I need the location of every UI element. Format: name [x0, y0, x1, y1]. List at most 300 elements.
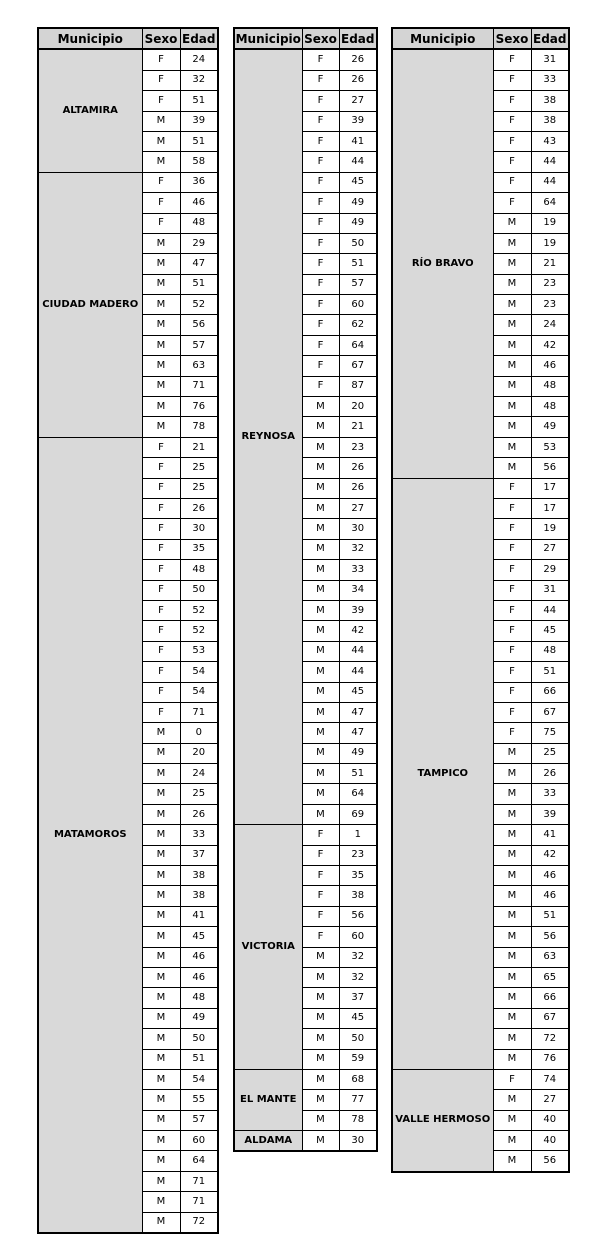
sexo-cell: M: [142, 1212, 180, 1233]
edad-cell: 27: [339, 91, 377, 111]
sexo-cell: M: [302, 600, 339, 620]
edad-cell: 54: [180, 1069, 218, 1089]
sexo-cell: M: [493, 376, 531, 396]
edad-cell: 38: [339, 886, 377, 906]
header-municipio: Municipio: [38, 28, 142, 49]
sexo-cell: F: [142, 621, 180, 641]
sexo-cell: M: [493, 233, 531, 253]
edad-cell: 38: [180, 886, 218, 906]
edad-cell: 31: [531, 580, 569, 600]
edad-cell: 51: [180, 131, 218, 151]
sexo-cell: F: [493, 641, 531, 661]
edad-cell: 51: [531, 662, 569, 682]
edad-cell: 30: [180, 519, 218, 539]
edad-cell: 71: [180, 702, 218, 722]
edad-cell: 35: [339, 866, 377, 886]
sexo-cell: M: [493, 804, 531, 824]
sexo-cell: F: [493, 91, 531, 111]
edad-cell: 44: [531, 172, 569, 192]
edad-cell: 68: [339, 1069, 377, 1089]
edad-cell: 48: [531, 376, 569, 396]
edad-cell: 45: [531, 621, 569, 641]
sexo-cell: M: [493, 417, 531, 437]
edad-cell: 17: [531, 478, 569, 498]
edad-cell: 49: [339, 193, 377, 213]
edad-cell: 23: [531, 274, 569, 294]
sexo-cell: M: [142, 1069, 180, 1089]
edad-cell: 23: [531, 295, 569, 315]
sexo-cell: M: [302, 967, 339, 987]
edad-cell: 67: [531, 1008, 569, 1028]
sexo-cell: M: [302, 621, 339, 641]
edad-cell: 39: [339, 111, 377, 131]
sexo-cell: M: [142, 988, 180, 1008]
edad-cell: 52: [180, 621, 218, 641]
sexo-cell: M: [493, 1110, 531, 1130]
sexo-cell: F: [142, 560, 180, 580]
edad-cell: 46: [531, 866, 569, 886]
sexo-cell: M: [493, 1049, 531, 1069]
sexo-cell: M: [493, 927, 531, 947]
edad-cell: 33: [531, 784, 569, 804]
edad-cell: 45: [180, 927, 218, 947]
sexo-cell: M: [493, 1131, 531, 1151]
municipio-el-mante: EL MANTE: [234, 1069, 302, 1130]
sexo-cell: M: [142, 825, 180, 845]
edad-cell: 44: [531, 600, 569, 620]
sexo-cell: M: [493, 274, 531, 294]
edad-cell: 64: [339, 784, 377, 804]
edad-cell: 45: [339, 682, 377, 702]
edad-cell: 47: [339, 723, 377, 743]
sexo-cell: F: [302, 70, 339, 90]
sexo-cell: M: [142, 1131, 180, 1151]
edad-cell: 21: [531, 254, 569, 274]
municipio-rio-bravo: RÍO BRAVO: [392, 49, 493, 478]
edad-cell: 56: [339, 906, 377, 926]
sexo-cell: M: [142, 233, 180, 253]
sexo-cell: M: [142, 254, 180, 274]
edad-cell: 46: [180, 967, 218, 987]
sexo-cell: M: [302, 784, 339, 804]
edad-cell: 30: [339, 519, 377, 539]
sexo-cell: F: [493, 600, 531, 620]
edad-cell: 44: [339, 152, 377, 172]
edad-cell: 50: [180, 580, 218, 600]
sexo-cell: F: [302, 335, 339, 355]
sexo-cell: F: [493, 723, 531, 743]
edad-cell: 17: [531, 498, 569, 518]
sexo-cell: F: [142, 519, 180, 539]
edad-cell: 23: [339, 845, 377, 865]
sexo-cell: F: [142, 458, 180, 478]
sexo-cell: F: [302, 111, 339, 131]
edad-cell: 27: [531, 539, 569, 559]
edad-cell: 77: [339, 1090, 377, 1110]
sexo-cell: M: [302, 417, 339, 437]
sexo-cell: M: [302, 458, 339, 478]
sexo-cell: M: [493, 764, 531, 784]
sexo-cell: F: [302, 49, 339, 70]
edad-cell: 51: [339, 764, 377, 784]
edad-cell: 51: [531, 906, 569, 926]
header-edad: Edad: [531, 28, 569, 49]
sexo-cell: M: [493, 437, 531, 457]
table-row: [392, 478, 569, 498]
edad-cell: 27: [339, 498, 377, 518]
sexo-cell: M: [142, 1151, 180, 1171]
municipio-aldama: ALDAMA: [234, 1131, 302, 1152]
edad-cell: 31: [531, 49, 569, 70]
sexo-cell: M: [142, 723, 180, 743]
header-sexo: Sexo: [142, 28, 180, 49]
sexo-cell: M: [142, 274, 180, 294]
sexo-cell: F: [493, 498, 531, 518]
sexo-cell: M: [142, 845, 180, 865]
sexo-cell: M: [142, 1090, 180, 1110]
edad-cell: 57: [339, 274, 377, 294]
table-row: [38, 437, 218, 457]
edad-cell: 0: [180, 723, 218, 743]
sexo-cell: F: [302, 213, 339, 233]
edad-cell: 56: [531, 927, 569, 947]
sexo-cell: M: [142, 784, 180, 804]
edad-cell: 51: [180, 91, 218, 111]
sexo-cell: M: [302, 682, 339, 702]
sexo-cell: M: [493, 295, 531, 315]
sexo-cell: M: [142, 967, 180, 987]
sexo-cell: M: [302, 743, 339, 763]
edad-cell: 23: [339, 437, 377, 457]
edad-cell: 41: [339, 131, 377, 151]
sexo-cell: M: [493, 1029, 531, 1049]
sexo-cell: M: [302, 1029, 339, 1049]
edad-cell: 55: [180, 1090, 218, 1110]
edad-cell: 20: [339, 397, 377, 417]
sexo-cell: F: [493, 682, 531, 702]
edad-cell: 45: [339, 172, 377, 192]
edad-cell: 60: [339, 295, 377, 315]
sexo-cell: M: [493, 1151, 531, 1172]
sexo-cell: F: [493, 152, 531, 172]
edad-cell: 76: [531, 1049, 569, 1069]
sexo-cell: F: [493, 193, 531, 213]
sexo-cell: F: [142, 437, 180, 457]
edad-cell: 29: [531, 560, 569, 580]
sexo-cell: F: [142, 641, 180, 661]
edad-cell: 49: [339, 213, 377, 233]
sexo-cell: F: [302, 906, 339, 926]
sexo-cell: F: [302, 927, 339, 947]
edad-cell: 51: [180, 1049, 218, 1069]
edad-cell: 60: [339, 927, 377, 947]
sexo-cell: M: [142, 152, 180, 172]
header-row: [234, 28, 377, 49]
edad-cell: 37: [339, 988, 377, 1008]
edad-cell: 26: [180, 498, 218, 518]
sexo-cell: F: [142, 70, 180, 90]
edad-cell: 26: [339, 458, 377, 478]
sexo-cell: M: [142, 131, 180, 151]
sexo-cell: M: [142, 743, 180, 763]
edad-cell: 74: [531, 1069, 569, 1089]
sexo-cell: M: [142, 1192, 180, 1212]
sexo-cell: F: [302, 295, 339, 315]
sexo-cell: M: [493, 458, 531, 478]
sexo-cell: M: [302, 1131, 339, 1152]
sexo-cell: M: [142, 927, 180, 947]
sexo-cell: M: [302, 539, 339, 559]
sexo-cell: F: [142, 498, 180, 518]
edad-cell: 30: [339, 1131, 377, 1152]
sexo-cell: F: [302, 233, 339, 253]
header-edad: Edad: [180, 28, 218, 49]
edad-cell: 48: [180, 213, 218, 233]
sexo-cell: M: [142, 804, 180, 824]
edad-cell: 66: [531, 988, 569, 1008]
municipio-reynosa: REYNOSA: [234, 49, 302, 824]
edad-cell: 49: [531, 417, 569, 437]
sexo-cell: F: [302, 254, 339, 274]
edad-cell: 67: [531, 702, 569, 722]
sexo-cell: M: [142, 866, 180, 886]
edad-cell: 64: [531, 193, 569, 213]
edad-cell: 53: [531, 437, 569, 457]
edad-cell: 19: [531, 519, 569, 539]
sexo-cell: M: [142, 376, 180, 396]
edad-cell: 78: [339, 1110, 377, 1130]
edad-cell: 56: [531, 1151, 569, 1172]
edad-cell: 63: [180, 356, 218, 376]
sexo-cell: M: [302, 1110, 339, 1130]
sexo-cell: F: [142, 662, 180, 682]
edad-cell: 19: [531, 213, 569, 233]
age-table-1: [37, 27, 219, 1234]
sexo-cell: F: [493, 560, 531, 580]
sexo-cell: M: [302, 947, 339, 967]
edad-cell: 26: [339, 70, 377, 90]
table-row: [392, 1069, 569, 1089]
sexo-cell: M: [493, 1008, 531, 1028]
age-table-3: [391, 27, 570, 1173]
sexo-cell: F: [142, 91, 180, 111]
sexo-cell: M: [142, 906, 180, 926]
header-edad: Edad: [339, 28, 377, 49]
sexo-cell: M: [302, 764, 339, 784]
edad-cell: 67: [339, 356, 377, 376]
edad-cell: 50: [339, 1029, 377, 1049]
edad-cell: 46: [180, 947, 218, 967]
edad-cell: 65: [531, 967, 569, 987]
sexo-cell: M: [493, 988, 531, 1008]
sexo-cell: M: [302, 437, 339, 457]
edad-cell: 57: [180, 1110, 218, 1130]
edad-cell: 26: [339, 49, 377, 70]
sexo-cell: M: [142, 417, 180, 437]
sexo-cell: M: [142, 1008, 180, 1028]
edad-cell: 54: [180, 662, 218, 682]
sexo-cell: M: [302, 641, 339, 661]
sexo-cell: F: [493, 1069, 531, 1089]
table-row: [234, 49, 377, 70]
header-sexo: Sexo: [493, 28, 531, 49]
edad-cell: 59: [339, 1049, 377, 1069]
sexo-cell: M: [302, 702, 339, 722]
edad-cell: 64: [180, 1151, 218, 1171]
municipio-tampico: TAMPICO: [392, 478, 493, 1069]
sexo-cell: M: [142, 886, 180, 906]
table-row: [38, 172, 218, 192]
sexo-cell: M: [493, 254, 531, 274]
header-row: [38, 28, 218, 49]
edad-cell: 39: [180, 111, 218, 131]
sexo-cell: F: [142, 580, 180, 600]
sexo-cell: M: [142, 764, 180, 784]
sexo-cell: F: [302, 845, 339, 865]
edad-cell: 48: [531, 641, 569, 661]
edad-cell: 48: [180, 988, 218, 1008]
sexo-cell: F: [493, 70, 531, 90]
edad-cell: 1: [339, 825, 377, 845]
sexo-cell: M: [493, 866, 531, 886]
edad-cell: 19: [531, 233, 569, 253]
sexo-cell: M: [302, 397, 339, 417]
edad-cell: 53: [180, 641, 218, 661]
sexo-cell: M: [302, 498, 339, 518]
sexo-cell: F: [142, 213, 180, 233]
edad-cell: 26: [339, 478, 377, 498]
age-table-2: [233, 27, 378, 1152]
table-row: [234, 1131, 377, 1152]
edad-cell: 39: [339, 600, 377, 620]
sexo-cell: F: [302, 91, 339, 111]
sexo-cell: F: [142, 478, 180, 498]
sexo-cell: F: [142, 682, 180, 702]
sexo-cell: F: [493, 111, 531, 131]
sexo-cell: M: [493, 967, 531, 987]
edad-cell: 60: [180, 1131, 218, 1151]
sexo-cell: M: [142, 1029, 180, 1049]
sexo-cell: F: [142, 193, 180, 213]
edad-cell: 48: [180, 560, 218, 580]
sexo-cell: F: [302, 886, 339, 906]
sexo-cell: F: [493, 478, 531, 498]
municipio-matamoros: MATAMOROS: [38, 437, 142, 1233]
sexo-cell: M: [302, 662, 339, 682]
sexo-cell: F: [142, 702, 180, 722]
edad-cell: 25: [180, 458, 218, 478]
edad-cell: 71: [180, 1192, 218, 1212]
edad-cell: 41: [531, 825, 569, 845]
edad-cell: 25: [531, 743, 569, 763]
edad-cell: 46: [531, 886, 569, 906]
edad-cell: 76: [180, 397, 218, 417]
sexo-cell: M: [302, 723, 339, 743]
sexo-cell: M: [302, 1090, 339, 1110]
edad-cell: 52: [180, 295, 218, 315]
edad-cell: 54: [180, 682, 218, 702]
sexo-cell: F: [302, 825, 339, 845]
sexo-cell: M: [493, 784, 531, 804]
edad-cell: 37: [180, 845, 218, 865]
edad-cell: 32: [339, 967, 377, 987]
edad-cell: 41: [180, 906, 218, 926]
sexo-cell: M: [493, 845, 531, 865]
edad-cell: 51: [180, 274, 218, 294]
edad-cell: 29: [180, 233, 218, 253]
edad-cell: 43: [531, 131, 569, 151]
edad-cell: 35: [180, 539, 218, 559]
edad-cell: 56: [531, 458, 569, 478]
sexo-cell: M: [493, 315, 531, 335]
sexo-cell: F: [142, 600, 180, 620]
sexo-cell: F: [493, 702, 531, 722]
edad-cell: 46: [531, 356, 569, 376]
sexo-cell: M: [142, 295, 180, 315]
sexo-cell: M: [493, 1090, 531, 1110]
edad-cell: 50: [339, 233, 377, 253]
sexo-cell: F: [302, 315, 339, 335]
edad-cell: 71: [180, 1171, 218, 1191]
edad-cell: 42: [531, 335, 569, 355]
edad-cell: 56: [180, 315, 218, 335]
edad-cell: 44: [339, 662, 377, 682]
edad-cell: 26: [180, 804, 218, 824]
header-municipio: Municipio: [392, 28, 493, 49]
header-sexo: Sexo: [302, 28, 339, 49]
municipio-victoria: VICTORIA: [234, 825, 302, 1070]
edad-cell: 32: [339, 947, 377, 967]
sexo-cell: M: [493, 743, 531, 763]
sexo-cell: M: [302, 478, 339, 498]
table-row: [38, 49, 218, 70]
edad-cell: 51: [339, 254, 377, 274]
sexo-cell: F: [493, 172, 531, 192]
sexo-cell: F: [493, 519, 531, 539]
edad-cell: 49: [339, 743, 377, 763]
sexo-cell: F: [142, 172, 180, 192]
edad-cell: 34: [339, 580, 377, 600]
edad-cell: 58: [180, 152, 218, 172]
edad-cell: 48: [531, 397, 569, 417]
table-row: [234, 825, 377, 845]
sexo-cell: F: [493, 131, 531, 151]
sexo-cell: M: [493, 356, 531, 376]
edad-cell: 78: [180, 417, 218, 437]
edad-cell: 49: [180, 1008, 218, 1028]
sexo-cell: F: [302, 866, 339, 886]
edad-cell: 64: [339, 335, 377, 355]
edad-cell: 57: [180, 335, 218, 355]
sexo-cell: M: [302, 804, 339, 824]
edad-cell: 25: [180, 784, 218, 804]
edad-cell: 38: [531, 91, 569, 111]
municipio-valle-hermoso: VALLE HERMOSO: [392, 1069, 493, 1171]
sexo-cell: M: [302, 1008, 339, 1028]
sexo-cell: F: [302, 274, 339, 294]
header-row: [392, 28, 569, 49]
edad-cell: 24: [531, 315, 569, 335]
edad-cell: 21: [180, 437, 218, 457]
edad-cell: 38: [531, 111, 569, 131]
sexo-cell: M: [493, 886, 531, 906]
edad-cell: 32: [180, 70, 218, 90]
sexo-cell: M: [142, 397, 180, 417]
edad-cell: 46: [180, 193, 218, 213]
sexo-cell: F: [493, 662, 531, 682]
edad-cell: 26: [531, 764, 569, 784]
edad-cell: 62: [339, 315, 377, 335]
